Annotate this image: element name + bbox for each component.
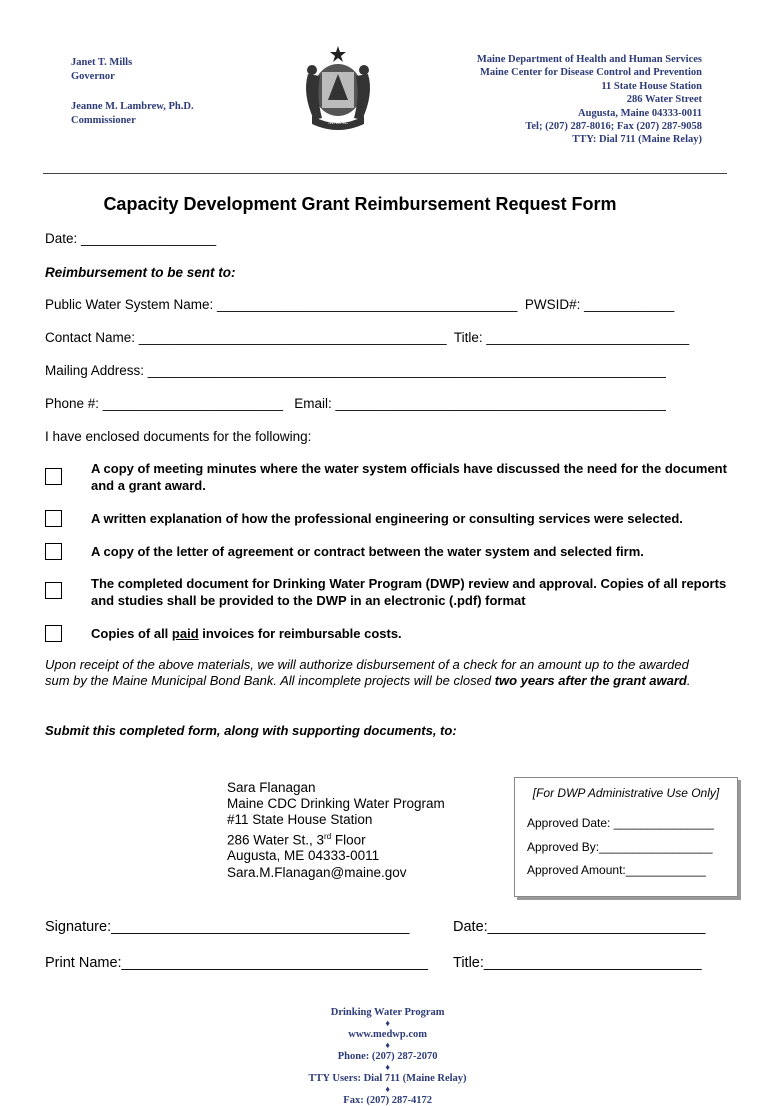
- submit-heading: Submit this completed form, along with supporting documents, to:: [45, 723, 457, 738]
- org-line: Maine Center for Disease Control and Prevention: [479, 67, 702, 79]
- mailing-address-block: [227, 780, 445, 881]
- admin-box-title: [For DWP Administrative Use Only]: [532, 786, 720, 800]
- contact-email: Sara.M.Flanagan@maine.gov: [227, 864, 407, 880]
- org-line: Maine Department of Health and Human Services: [476, 54, 702, 65]
- footer-phone: Phone: (207) 287-2070: [337, 1051, 438, 1062]
- governor-name: Janet T. Mills: [71, 57, 133, 68]
- phone-email-fields[interactable]: Phone #: ________________________ Email: ____________________________________________: [45, 396, 666, 411]
- contact-station: #11 State House Station: [227, 812, 373, 828]
- reimbursement-heading: Reimbursement to be sent to:: [45, 265, 236, 280]
- contact-name: Sara Flanagan: [227, 780, 316, 795]
- checkbox-meeting-minutes[interactable]: [45, 468, 62, 485]
- checkbox-written-explanation[interactable]: [45, 510, 62, 527]
- diamond-icon: ♦: [385, 1018, 390, 1028]
- checklist-item-completed-document: The completed document for Drinking Water Program (DWP) review and approval. Copies of all reports and studies shall be provided to the DWP in an electronic (.pdf) format: [91, 576, 727, 608]
- org-line: Tel; (207) 287-8016; Fax (207) 287-9058: [525, 121, 702, 133]
- water-system-fields[interactable]: Public Water System Name: ________________________________________ PWSID#: ____________: [45, 297, 675, 312]
- checkbox-completed-document[interactable]: [45, 582, 62, 599]
- contact-org: Maine CDC Drinking Water Program: [227, 796, 445, 812]
- commissioner-name: Jeanne M. Lambrew, Ph.D.: [71, 101, 194, 112]
- print-name-field[interactable]: Print Name:______________________________________: [45, 955, 428, 971]
- diamond-icon: ♦: [385, 1084, 390, 1094]
- diamond-icon: ♦: [385, 1062, 390, 1072]
- footer-tty: TTY Users: Dial 711 (Maine Relay): [308, 1073, 467, 1084]
- footer-program: Drinking Water Program: [330, 1007, 445, 1018]
- checklist-item-meeting-minutes: A copy of meeting minutes where the water system officials have discussed the need for the document and a grant award.: [91, 461, 727, 493]
- svg-text:MAINE: MAINE: [328, 120, 348, 126]
- commissioner-title: Commissioner: [71, 115, 136, 126]
- state-seal-logo: [298, 44, 378, 134]
- contact-fields[interactable]: Contact Name: _________________________________________ Title: ___________________________: [45, 330, 690, 345]
- org-line: Augusta, Maine 04333-0011: [578, 107, 702, 119]
- form-title: Capacity Development Grant Reimbursement Request Form: [103, 194, 617, 214]
- approved-amount-field[interactable]: Approved Amount:____________: [527, 863, 706, 877]
- checkbox-letter-of-agreement[interactable]: [45, 543, 62, 560]
- enclosed-intro: I have enclosed documents for the following:: [45, 429, 312, 444]
- mailing-address-field[interactable]: Mailing Address: _____________________________________________________________________: [45, 363, 666, 378]
- page-footer: [0, 996, 770, 1106]
- checklist-item-written-explanation: A written explanation of how the professional engineering or consulting services were selected.: [91, 511, 683, 526]
- approved-date-field[interactable]: Approved Date: _______________: [527, 816, 714, 830]
- org-address-block: [402, 53, 702, 147]
- checklist-item-paid-invoices: Copies of all paid invoices for reimbursable costs.: [91, 626, 402, 641]
- signature-field[interactable]: Signature:_____________________________________: [45, 919, 410, 935]
- org-line: 286 Water Street: [626, 94, 702, 106]
- signature-date-field[interactable]: Date:___________________________: [453, 919, 706, 935]
- officials-block: [71, 56, 194, 128]
- diamond-icon: ♦: [385, 1040, 390, 1050]
- org-line: TTY: Dial 711 (Maine Relay): [572, 134, 702, 146]
- footer-fax: Fax: (207) 287-4172: [343, 1095, 432, 1106]
- contact-city: Augusta, ME 04333-0011: [227, 848, 380, 864]
- governor-title: Governor: [71, 71, 115, 82]
- contact-street: 286 Water St., 3rd Floor: [227, 831, 366, 848]
- header-divider: [43, 173, 727, 174]
- receipt-paragraph: Upon receipt of the above materials, we will authorize disbursement of a check for an amount up to the awarded sum by the Maine Municipal Bond Bank. All incomplete projects will be closed two years after the grant award.: [45, 657, 691, 688]
- admin-use-box: [514, 777, 738, 897]
- approved-by-field[interactable]: Approved By:_________________: [527, 840, 713, 854]
- org-line: 11 State House Station: [601, 80, 702, 92]
- checklist-item-letter-of-agreement: A copy of the letter of agreement or contract between the water system and selected firm.: [91, 544, 644, 559]
- date-field[interactable]: Date: __________________: [45, 231, 217, 246]
- signer-title-field[interactable]: Title:___________________________: [453, 955, 702, 971]
- checkbox-paid-invoices[interactable]: [45, 625, 62, 642]
- footer-website[interactable]: www.medwp.com: [348, 1029, 427, 1040]
